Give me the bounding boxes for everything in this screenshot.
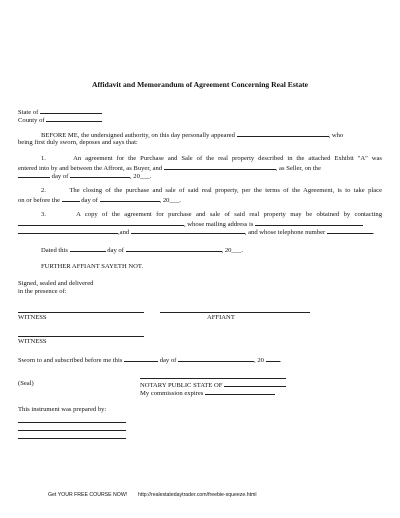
- prepared-line-2: [18, 430, 126, 431]
- item2-day-blank: [62, 195, 80, 202]
- affiant-signature-line: [160, 312, 310, 313]
- state-blank: [40, 107, 102, 114]
- item1-text-2b: , as Seller, on the: [275, 165, 321, 172]
- item3-line-1: [41, 211, 382, 219]
- item2-text-2c: , 20___.: [159, 197, 182, 204]
- affiant-label: AFFIANT: [207, 314, 235, 321]
- notary-state-blank: [224, 380, 286, 387]
- item2-text-2b: day of: [81, 197, 98, 204]
- witness1-signature-line: [18, 312, 144, 313]
- prepared-line-3: [18, 438, 126, 439]
- contact-blank: [18, 219, 184, 226]
- intro-who: , who: [328, 132, 344, 139]
- address2-blank: [131, 227, 245, 234]
- sworn-b: day of: [159, 357, 177, 364]
- item2-month-blank: [100, 195, 160, 202]
- item2-text: The closing of the purchase and sale of said real property, per the terms of the Agreement, is to take place: [69, 187, 382, 194]
- dated-line: [41, 245, 243, 255]
- item1-line-1: [41, 155, 382, 163]
- dated-day-blank: [70, 245, 106, 252]
- dated-a: Dated this: [41, 247, 68, 254]
- address-blank: [18, 227, 118, 234]
- item2-line-1: [41, 187, 382, 195]
- document-title: Affidavit and Memorandum of Agreement Concerning Real Estate: [91, 80, 309, 89]
- sworn-d: .: [279, 357, 282, 364]
- appeared-blank: [237, 130, 329, 137]
- sworn-month-blank: [178, 355, 254, 362]
- sworn-year-blank: [266, 355, 280, 362]
- item2-line-2: [18, 195, 181, 205]
- sworn-a: Sworn to and subscribed before me this: [18, 357, 123, 364]
- further-affiant: FURTHER AFFIANT SAYETH NOT.: [41, 263, 144, 270]
- commission-label: My commission expires: [140, 390, 204, 397]
- item1-number: 1.: [41, 155, 46, 162]
- item1-month-blank: [70, 171, 130, 178]
- witness2-signature-line: [18, 336, 144, 337]
- witness1-label: WITNESS: [18, 314, 47, 321]
- mailing-blank: [255, 219, 363, 226]
- notary-label: NOTARY PUBLIC STATE OF: [140, 382, 223, 389]
- item3-text-3c: .: [372, 229, 375, 236]
- county-label: County of: [18, 117, 45, 124]
- state-label: State of: [18, 109, 39, 116]
- prepared-line-1: [18, 422, 126, 423]
- seller-blank: [164, 163, 276, 170]
- item3-text: A copy of the agreement for purchase and sale of said real property may be obtained by contacting: [76, 211, 382, 218]
- item1-text-3b: , 20___.: [129, 173, 152, 180]
- commission-line: [140, 388, 275, 398]
- item3-text-3b: , and whose telephone number: [244, 229, 326, 236]
- item1-text-3a: day of: [51, 173, 69, 180]
- witness2-label: WITNESS: [18, 338, 47, 345]
- dated-b: day of: [107, 247, 124, 254]
- footer-url-link[interactable]: http://realestatedaytrader.com/freebie-squeeze.html: [138, 492, 257, 498]
- item1-day-blank: [18, 171, 50, 178]
- item3-line-3: [18, 227, 375, 237]
- county-line: [18, 115, 102, 125]
- item2-number: 2.: [41, 187, 46, 194]
- sworn-line: [18, 355, 281, 365]
- notary-signature-line: [140, 378, 286, 379]
- signed-line-2: in the presence of:: [18, 288, 67, 295]
- item1-line-3: [18, 171, 151, 181]
- dated-c: , 20___.: [221, 247, 243, 254]
- county-blank: [46, 115, 102, 122]
- sworn-day-blank: [124, 355, 158, 362]
- phone-blank: [327, 227, 373, 234]
- dated-month-blank: [126, 245, 222, 252]
- prepared-by-label: This instrument was prepared by:: [18, 406, 107, 413]
- item3-text-3a: ,and: [118, 229, 130, 236]
- item3-number: 3.: [41, 211, 46, 218]
- item3-text-2: , whose mailing address is: [184, 221, 254, 228]
- seal-label: (Seal): [18, 380, 34, 387]
- item1-text-2a: entered into by and between the Affront, as Buyer, and: [18, 165, 163, 172]
- footer-promo-link[interactable]: Get YOUR FREE COURSE NOW!: [48, 492, 128, 498]
- item2-text-2a: on or before the: [18, 197, 60, 204]
- intro-line-2: being first duly sworn, deposes and says that:: [18, 139, 138, 146]
- signed-line-1: Signed, sealed and delivered: [18, 280, 94, 287]
- intro-before: BEFORE ME, the undersigned authority, on this day personally appeared: [41, 132, 235, 139]
- commission-blank: [205, 388, 275, 395]
- item1-text: An agreement for the Purchase and Sale of the real property described in the attached Exhibit "A" was: [73, 155, 382, 162]
- sworn-c: , 20: [254, 357, 264, 364]
